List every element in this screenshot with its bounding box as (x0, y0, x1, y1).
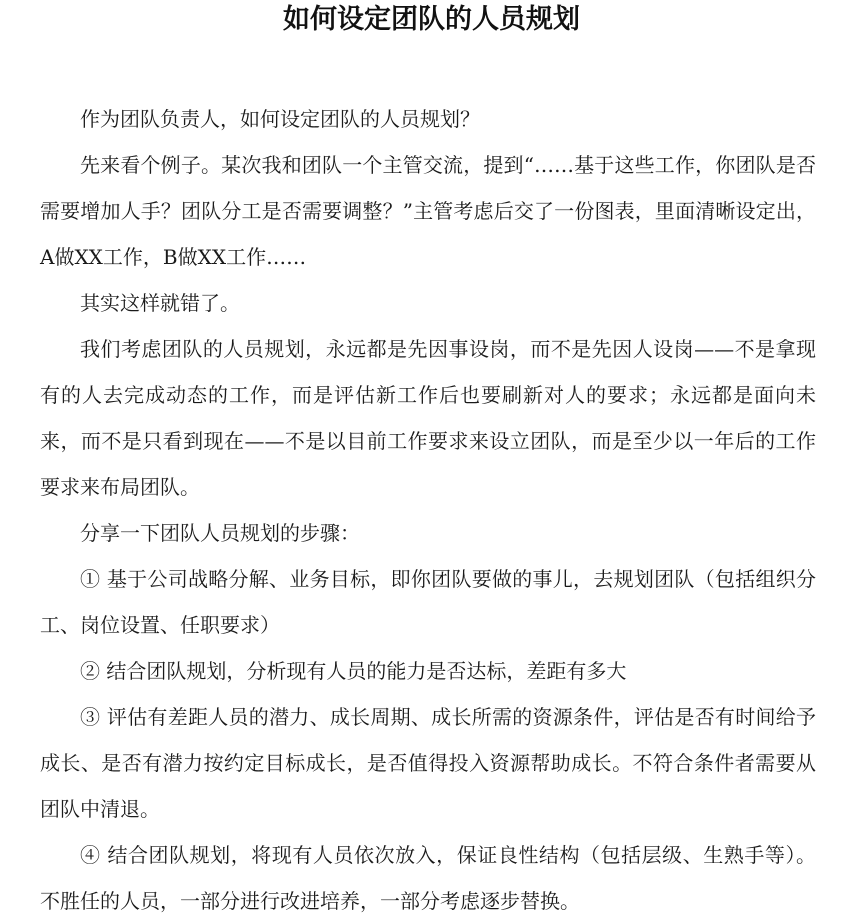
document-body (40, 96, 816, 924)
paragraph-step-2: ② 结合团队规划，分析现有人员的能力是否达标，差距有多大 (80, 659, 627, 683)
document-title: 如何设定团队的人员规划 (283, 4, 580, 35)
paragraph-intro-question: 作为团队负责人，如何设定团队的人员规划？ (80, 107, 480, 131)
paragraph-step-3: ③ 评估有差距人员的潜力、成长周期、成长所需的资源条件，评估是否有时间给予成长、是否有潜力按约定目标成长，是否值得投入资源帮助成长。不符合条件者需要从团队中清退。 (40, 705, 816, 821)
paragraph-mistake: 其实这样就错了。 (80, 291, 240, 315)
paragraph-example: 先来看个例子。某次我和团队一个主管交流，提到“……基于这些工作，你团队是否需要增加人手？团队分工是否需要调整？”主管考虑后交了一份图表，里面清晰设定出，A做XX工作，B做XX工作…… (40, 153, 816, 269)
paragraph-steps-intro: 分享一下团队人员规划的步骤： (80, 521, 360, 545)
paragraph-principle: 我们考虑团队的人员规划，永远都是先因事设岗，而不是先因人设岗——不是拿现有的人去完成动态的工作，而是评估新工作后也要刷新对人的要求；永远都是面向未来，而不是只看到现在——不是以目前工作要求来设立团队，而是至少以一年后的工作要求来布局团队。 (40, 337, 816, 499)
paragraph-step-4: ④ 结合团队规划，将现有人员依次放入，保证良性结构（包括层级、生熟手等）。不胜任的人员，一部分进行改进培养，一部分考虑逐步替换。 (40, 843, 816, 913)
paragraph-step-1: ① 基于公司战略分解、业务目标，即你团队要做的事儿，去规划团队（包括组织分工、岗位设置、任职要求） (40, 567, 816, 637)
